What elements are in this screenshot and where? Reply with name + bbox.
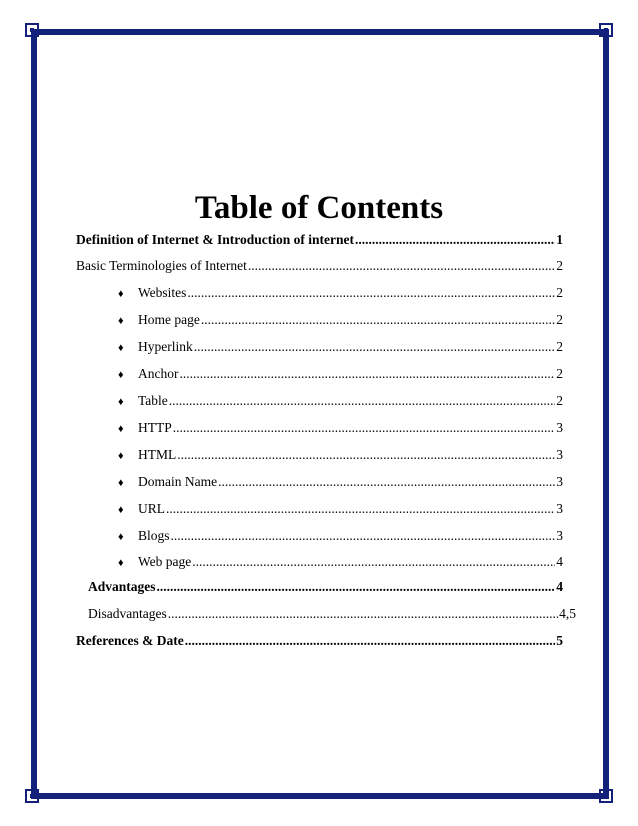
toc-page-number: 4,5: [559, 606, 576, 621]
toc-entry-label: Blogs: [138, 528, 170, 543]
toc-entry-label: Disadvantages: [88, 606, 167, 621]
toc-entry[interactable]: [118, 446, 563, 465]
diamond-bullet-icon: ♦: [118, 477, 124, 489]
diamond-bullet-icon: ♦: [118, 450, 124, 462]
toc-entry-label: Table: [138, 393, 168, 408]
toc-page-number: 2: [556, 393, 563, 408]
toc-page-number: 3: [556, 501, 563, 516]
dot-leader: [168, 605, 558, 623]
toc-entry[interactable]: [88, 578, 563, 596]
toc-entry-label: Basic Terminologies of Internet: [76, 258, 247, 273]
toc-entry-label: Web page: [138, 554, 192, 569]
dot-leader: [201, 311, 555, 329]
toc-page-number: 1: [556, 232, 563, 247]
toc-entry[interactable]: [118, 392, 563, 411]
page-border-inner: [36, 34, 604, 794]
toc-entry[interactable]: [118, 338, 563, 357]
toc-page-number: 5: [556, 633, 563, 648]
toc-entry[interactable]: [118, 473, 563, 492]
toc-entry-label: References & Date: [76, 633, 184, 648]
dot-leader: [166, 500, 555, 518]
dot-leader: [218, 473, 555, 491]
toc-entry-label: Hyperlink: [138, 339, 193, 354]
toc-entry[interactable]: [76, 632, 563, 650]
dot-leader: [185, 632, 556, 650]
toc-entry-label: Advantages: [88, 579, 156, 594]
dot-leader: [157, 578, 556, 596]
dot-leader: [169, 392, 555, 410]
diamond-bullet-icon: ♦: [118, 504, 124, 516]
diamond-bullet-icon: ♦: [118, 369, 124, 381]
toc-entry-label: Websites: [138, 285, 187, 300]
toc-page-number: 3: [556, 528, 563, 543]
toc-entry[interactable]: [118, 284, 563, 303]
dot-leader: [355, 231, 555, 249]
toc-entry[interactable]: [118, 527, 563, 546]
dot-leader: [171, 527, 556, 545]
dot-leader: [187, 284, 555, 302]
toc-entry-label: HTTP: [138, 420, 172, 435]
toc-page-number: 3: [556, 420, 563, 435]
diamond-bullet-icon: ♦: [118, 288, 124, 300]
toc-entry[interactable]: [118, 365, 563, 384]
diamond-bullet-icon: ♦: [118, 423, 124, 435]
toc-entry[interactable]: [118, 419, 563, 438]
toc-entry-label: Domain Name: [138, 474, 218, 489]
dot-leader: [192, 553, 555, 571]
corner-ornament: [599, 23, 613, 37]
dot-leader: [248, 257, 555, 275]
toc-page-number: 2: [556, 258, 563, 273]
toc-entry[interactable]: [118, 553, 563, 572]
corner-ornament: [25, 789, 39, 803]
toc-entry-label: Definition of Internet & Introduction of internet: [76, 232, 354, 247]
toc-entry[interactable]: [76, 231, 563, 249]
toc-entry[interactable]: [88, 605, 576, 623]
page-title: Table of Contents: [194, 190, 444, 226]
toc-entry-label: URL: [138, 501, 165, 516]
dot-leader: [177, 446, 555, 464]
diamond-bullet-icon: ♦: [118, 396, 124, 408]
dot-leader: [173, 419, 556, 437]
diamond-bullet-icon: ♦: [118, 315, 124, 327]
toc-page-number: 3: [556, 447, 563, 462]
diamond-bullet-icon: ♦: [118, 342, 124, 354]
diamond-bullet-icon: ♦: [118, 531, 124, 543]
toc-page-number: 2: [556, 285, 563, 300]
corner-ornament: [25, 23, 39, 37]
toc-page-number: 4: [556, 579, 563, 594]
toc-entry[interactable]: [76, 257, 563, 275]
toc-page-number: 2: [556, 366, 563, 381]
toc-page-number: 4: [556, 554, 563, 569]
toc-entry-label: HTML: [138, 447, 177, 462]
diamond-bullet-icon: ♦: [118, 557, 124, 569]
toc-page-number: 2: [556, 339, 563, 354]
toc-entry[interactable]: [118, 311, 563, 330]
toc-entry-label: Anchor: [138, 366, 179, 381]
toc-entry[interactable]: [118, 500, 563, 519]
toc-entry-label: Home page: [138, 312, 200, 327]
dot-leader: [180, 365, 556, 383]
corner-ornament: [599, 789, 613, 803]
dot-leader: [194, 338, 556, 356]
toc-page-number: 3: [556, 474, 563, 489]
toc-page-number: 2: [556, 312, 563, 327]
